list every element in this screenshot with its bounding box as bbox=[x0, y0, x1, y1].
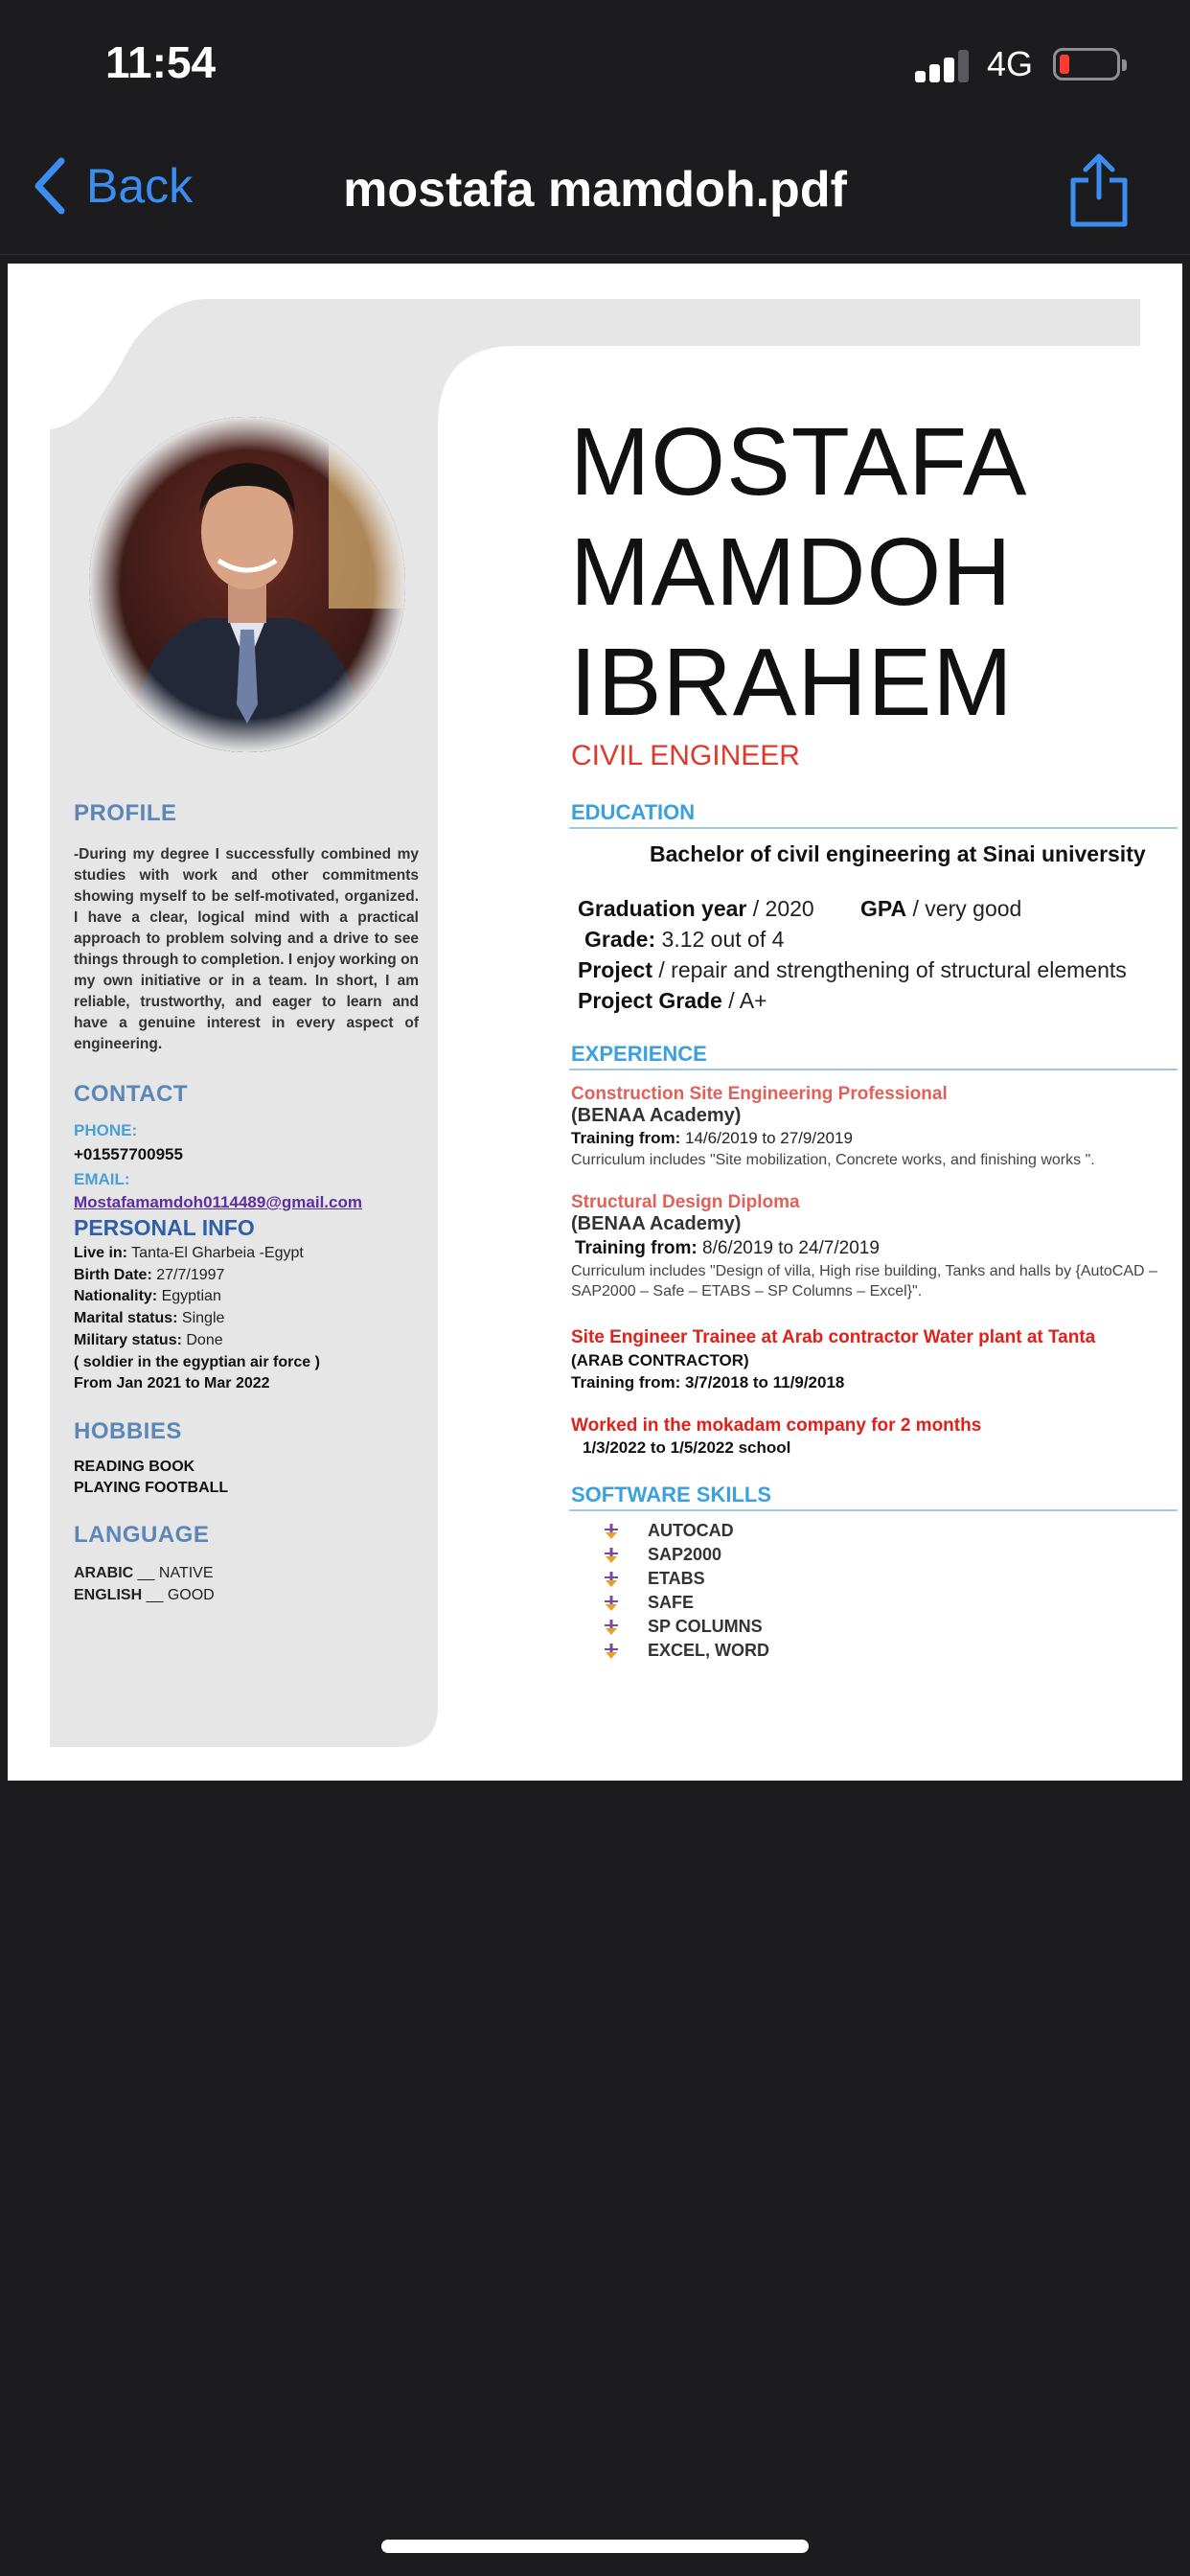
back-label: Back bbox=[86, 159, 194, 213]
gpa: GPA / very good bbox=[860, 896, 1022, 921]
skill-item: SAP2000 bbox=[602, 1543, 769, 1567]
bullet-arrow-icon bbox=[602, 1570, 621, 1589]
skill-item: ETABS bbox=[602, 1567, 769, 1591]
job2-training: Training from: 8/6/2019 to 24/7/2019 bbox=[575, 1238, 880, 1258]
nav-bar bbox=[0, 125, 1190, 255]
hobbies-heading: HOBBIES bbox=[74, 1418, 182, 1444]
network-type: 4G bbox=[987, 44, 1034, 83]
section-divider bbox=[569, 1509, 1178, 1511]
skill-item: SP COLUMNS bbox=[602, 1615, 769, 1639]
status-bar bbox=[0, 0, 1190, 125]
bullet-arrow-icon bbox=[602, 1546, 621, 1565]
phone-label: PHONE: bbox=[74, 1121, 138, 1139]
job1-title: Construction Site Engineering Professional bbox=[571, 1084, 948, 1104]
military-period: From Jan 2021 to Mar 2022 bbox=[74, 1375, 270, 1392]
project: Project / repair and strengthening of structural elements bbox=[578, 957, 1127, 982]
profile-photo bbox=[89, 417, 405, 752]
job3-training: Training from: 3/7/2018 to 11/9/2018 bbox=[571, 1373, 845, 1392]
language-item: ARABIC __ NATIVE bbox=[74, 1565, 214, 1581]
skill-item: AUTOCAD bbox=[602, 1519, 769, 1543]
email-link[interactable]: Mostafamamdoh0114489@gmail.com bbox=[74, 1193, 362, 1211]
job4-title: Worked in the mokadam company for 2 months bbox=[571, 1415, 982, 1436]
personal-info-item: Birth Date: 27/7/1997 bbox=[74, 1266, 225, 1283]
profile-text: -During my degree I successfully combined my studies with work and other commitments showing myself to be self-motivated, organized. I have a clear, logical mind with a practical approach to problem solving and a drive to see things through to completion. I enjoy working on my own initiative or in a team. In short, I am reliable, trustworthy, and eager to learn and have a genuine interest in every aspect of engineering. bbox=[74, 846, 419, 1052]
bullet-arrow-icon bbox=[602, 1642, 621, 1661]
job3-org: (ARAB CONTRACTOR) bbox=[571, 1351, 749, 1369]
hobby-item: PLAYING FOOTBALL bbox=[74, 1480, 229, 1496]
software-heading: SOFTWARE SKILLS bbox=[571, 1483, 771, 1506]
language-heading: LANGUAGE bbox=[74, 1522, 210, 1548]
language-list bbox=[74, 1562, 215, 1606]
battery-icon bbox=[1053, 48, 1120, 80]
phone-value[interactable]: +01557700955 bbox=[74, 1145, 183, 1163]
profile-heading: PROFILE bbox=[74, 800, 177, 826]
bullet-arrow-icon bbox=[602, 1594, 621, 1613]
experience-heading: EXPERIENCE bbox=[571, 1042, 707, 1066]
share-icon[interactable] bbox=[1065, 151, 1133, 228]
personal-info-item: Military status: Done bbox=[74, 1331, 223, 1348]
personal-info-list bbox=[74, 1243, 320, 1395]
job3-title: Site Engineer Trainee at Arab contractor Water plant at Tanta bbox=[571, 1327, 1096, 1347]
degree-title: Bachelor of civil engineering at Sinai university bbox=[650, 841, 1146, 866]
personal-info-heading: PERSONAL INFO bbox=[74, 1215, 255, 1240]
graduation-year: Graduation year / 2020 bbox=[578, 896, 814, 921]
document-title: mostafa mamdoh.pdf bbox=[343, 162, 847, 218]
hobbies-list bbox=[74, 1457, 228, 1499]
job1-curriculum: Curriculum includes "Site mobilization, Concrete works, and finishing works ". bbox=[571, 1152, 1095, 1168]
grade: Grade: 3.12 out of 4 bbox=[584, 927, 785, 952]
home-indicator[interactable] bbox=[381, 2540, 809, 2553]
personal-info-item: Nationality: Egyptian bbox=[74, 1288, 221, 1305]
contact-heading: CONTACT bbox=[74, 1081, 189, 1107]
software-skills-list bbox=[602, 1519, 769, 1663]
cellular-signal-icon bbox=[915, 50, 971, 82]
job4-detail: 1/3/2022 to 1/5/2022 school bbox=[583, 1438, 791, 1457]
job1-training: Training from: 14/6/2019 to 27/9/2019 bbox=[571, 1129, 853, 1147]
job2-curriculum: Curriculum includes "Design of villa, High rise building, Tanks and halls by {AutoCAD – SAP2000 – Safe – ETABS – SP Columns – Excel}". bbox=[571, 1263, 1157, 1300]
bullet-arrow-icon bbox=[602, 1522, 621, 1541]
language-item: ENGLISH __ GOOD bbox=[74, 1587, 215, 1603]
personal-info-item: Live in: Tanta-El Gharbeia -Egypt bbox=[74, 1245, 304, 1261]
job2-org: (BENAA Academy) bbox=[571, 1213, 742, 1234]
job1-org: (BENAA Academy) bbox=[571, 1105, 742, 1126]
section-divider bbox=[569, 1069, 1178, 1070]
military-note: ( soldier in the egyptian air force ) bbox=[74, 1353, 320, 1370]
pdf-page[interactable] bbox=[8, 264, 1182, 1781]
skill-item: SAFE bbox=[602, 1591, 769, 1615]
personal-info-item: Marital status: Single bbox=[74, 1310, 225, 1327]
hobby-item: READING BOOK bbox=[74, 1459, 195, 1475]
section-divider bbox=[569, 827, 1178, 829]
job-role: CIVIL ENGINEER bbox=[571, 740, 800, 771]
skill-item: EXCEL, WORD bbox=[602, 1639, 769, 1663]
candidate-name: MOSTAFA MAMDOH IBRAHEM bbox=[570, 408, 1028, 736]
bullet-arrow-icon bbox=[602, 1618, 621, 1637]
email-label: EMAIL: bbox=[74, 1170, 130, 1188]
education-heading: EDUCATION bbox=[571, 800, 696, 824]
status-time: 11:54 bbox=[105, 37, 217, 87]
job2-title: Structural Design Diploma bbox=[571, 1192, 800, 1212]
project-grade: Project Grade / A+ bbox=[578, 988, 767, 1013]
